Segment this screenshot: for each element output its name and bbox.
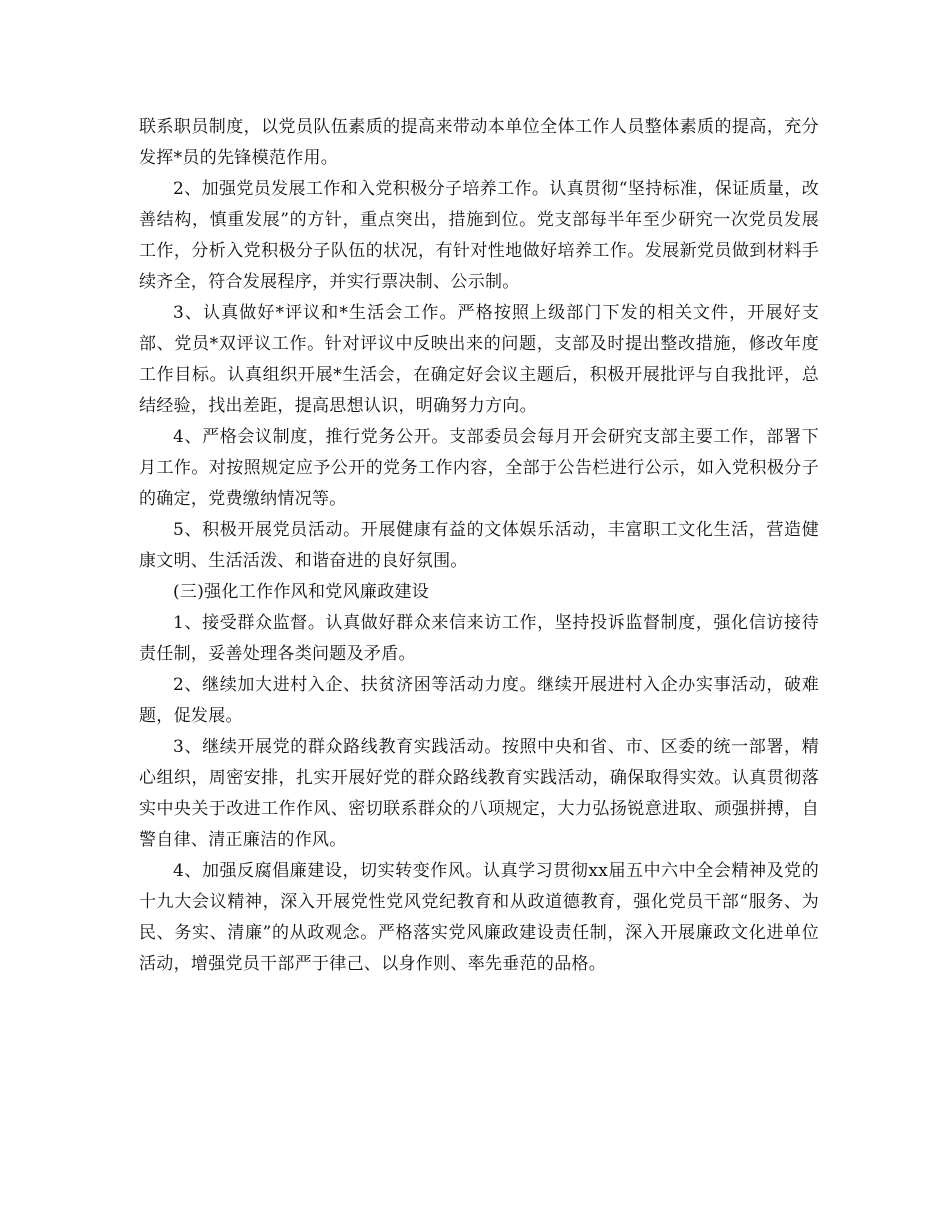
paragraph-section3-item-3: 3、继续开展党的群众路线教育实践活动。按照中央和省、市、区委的统一部署，精心组织，周密安排，扎实开展好党的群众路线教育实践活动，确保取得实效。认真贯彻落实中央关于改进工作作风、密切联系群众的八项规定，大力弘扬锐意进取、顽强拼搏，自警自律、清正廉洁的作风。 bbox=[139, 737, 819, 850]
paragraph-item-3: 3、认真做好*评议和*生活会工作。严格按照上级部门下发的相关文件，开展好支部、党员*双评议工作。针对评议中反映出来的问题，支部及时提出整改措施，修改年度工作目标。认真组织开展*生活会，在确定好会议主题后，积极开展批评与自我批评，总结经验，找出差距，提高思想认识，明确努力方向。 bbox=[139, 303, 819, 416]
paragraph-item-4: 4、严格会议制度，推行党务公开。支部委员会每月开会研究支部主要工作，部署下月工作。对按照规定应予公开的党务工作内容，全部于公告栏进行公示，如入党积极分子的确定，党费缴纳情况等。 bbox=[139, 427, 819, 509]
paragraph-section3-item-2: 2、继续加大进村入企、扶贫济困等活动力度。继续开展进村入企办实事活动，破难题，促发展。 bbox=[139, 675, 819, 726]
section-heading-3: (三)强化工作作风和党风廉政建设 bbox=[173, 582, 430, 602]
paragraph-section3-item-4: 4、加强反腐倡廉建设，切实转变作风。认真学习贯彻xx届五中六中全会精神及党的十九大会议精神，深入开展党性党风党纪教育和从政道德教育，强化党员干部“服务、为民、务实、清廉”的从政观念。严格落实党风廉政建设责任制，深入开展廉政文化进单位活动，增强党员干部严于律己、以身作则、率先垂范的品格。 bbox=[139, 861, 819, 974]
paragraph-section3-item-1: 1、接受群众监督。认真做好群众来信来访工作，坚持投诉监督制度，强化信访接待责任制，妥善处理各类问题及矛盾。 bbox=[139, 613, 819, 664]
paragraph-item-2: 2、加强党员发展工作和入党积极分子培养工作。认真贯彻“坚持标准，保证质量，改善结构，慎重发展”的方针，重点突出，措施到位。党支部每半年至少研究一次党员发展工作，分析入党积极分子队伍的状况，有针对性地做好培养工作。发展新党员做到材料手续齐全，符合发展程序，并实行票决制、公示制。 bbox=[139, 179, 819, 292]
document-body bbox=[139, 112, 819, 980]
paragraph-item-5: 5、积极开展党员活动。开展健康有益的文体娱乐活动，丰富职工文化生活，营造健康文明、生活活泼、和谐奋进的良好氛围。 bbox=[139, 520, 819, 571]
paragraph-continuation: 联系职员制度，以党员队伍素质的提高来带动本单位全体工作人员整体素质的提高，充分发挥*员的先锋模范作用。 bbox=[139, 117, 819, 168]
